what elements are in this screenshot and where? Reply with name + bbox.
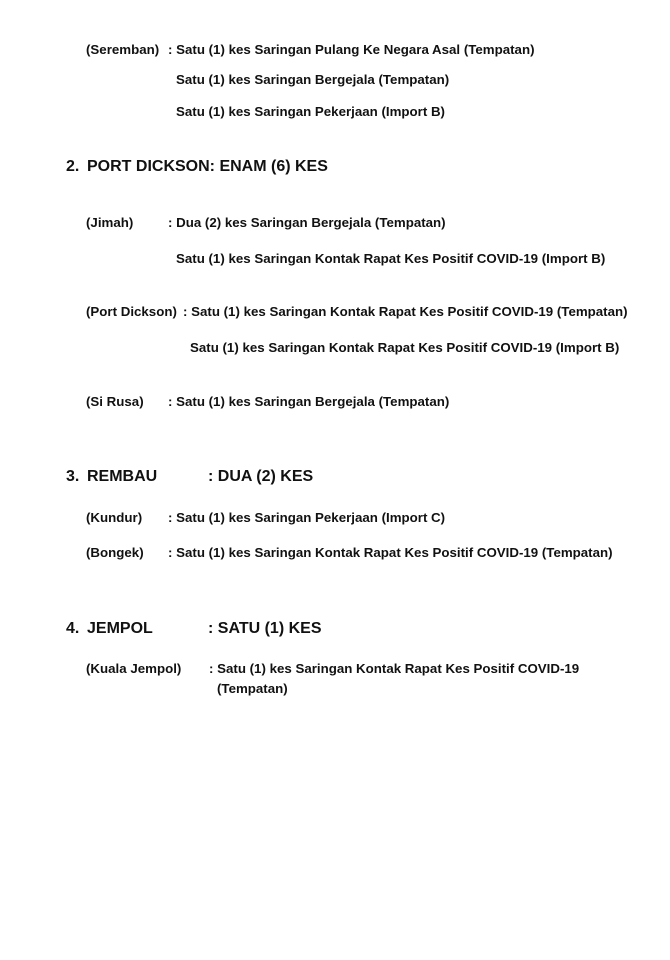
section-number: 3. bbox=[66, 468, 80, 485]
case-line: Satu (1) kes Saringan Pekerjaan (Import B) bbox=[176, 104, 445, 119]
section-heading-rembau: REMBAU bbox=[87, 468, 158, 485]
case-line: Satu (1) kes Saringan Kontak Rapat Kes Positif COVID-19 (Import B) bbox=[176, 251, 606, 266]
case-line: Satu (1) kes Saringan Bergejala (Tempatan) bbox=[176, 72, 450, 87]
location-kuala-jempol: (Kuala Jempol) bbox=[86, 661, 182, 676]
location-kundur: (Kundur) bbox=[86, 510, 143, 525]
section-heading-port-dickson: PORT DICKSON: ENAM (6) KES bbox=[87, 158, 328, 175]
section-number: 4. bbox=[66, 620, 80, 637]
location-seremban: (Seremban) bbox=[86, 42, 160, 57]
case-line: : Satu (1) kes Saringan Pekerjaan (Import C) bbox=[168, 510, 446, 525]
case-line: : Satu (1) kes Saringan Kontak Rapat Kes Positif COVID-19 (Tempatan) bbox=[168, 545, 613, 560]
case-line: : Satu (1) kes Saringan Kontak Rapat Kes Positif COVID-19 (Tempatan) bbox=[183, 304, 628, 319]
section-heading-jempol: JEMPOL bbox=[87, 620, 153, 637]
section-case-count: : SATU (1) KES bbox=[208, 620, 322, 637]
location-jimah: (Jimah) bbox=[86, 215, 134, 230]
location-si-rusa: (Si Rusa) bbox=[86, 394, 144, 409]
case-line: : Dua (2) kes Saringan Bergejala (Tempatan) bbox=[168, 215, 446, 230]
section-number: 2. bbox=[66, 158, 80, 175]
location-port-dickson: (Port Dickson) bbox=[86, 304, 177, 319]
case-line: : Satu (1) kes Saringan Pulang Ke Negara Asal (Tempatan) bbox=[168, 42, 535, 57]
location-bongek: (Bongek) bbox=[86, 545, 144, 560]
section-case-count: : DUA (2) KES bbox=[208, 468, 314, 485]
case-line: Satu (1) kes Saringan Kontak Rapat Kes Positif COVID-19 (Import B) bbox=[190, 340, 620, 355]
case-line: : Satu (1) kes Saringan Kontak Rapat Kes Positif COVID-19 bbox=[209, 661, 580, 676]
case-line: (Tempatan) bbox=[217, 681, 288, 696]
case-line: : Satu (1) kes Saringan Bergejala (Tempatan) bbox=[168, 394, 450, 409]
